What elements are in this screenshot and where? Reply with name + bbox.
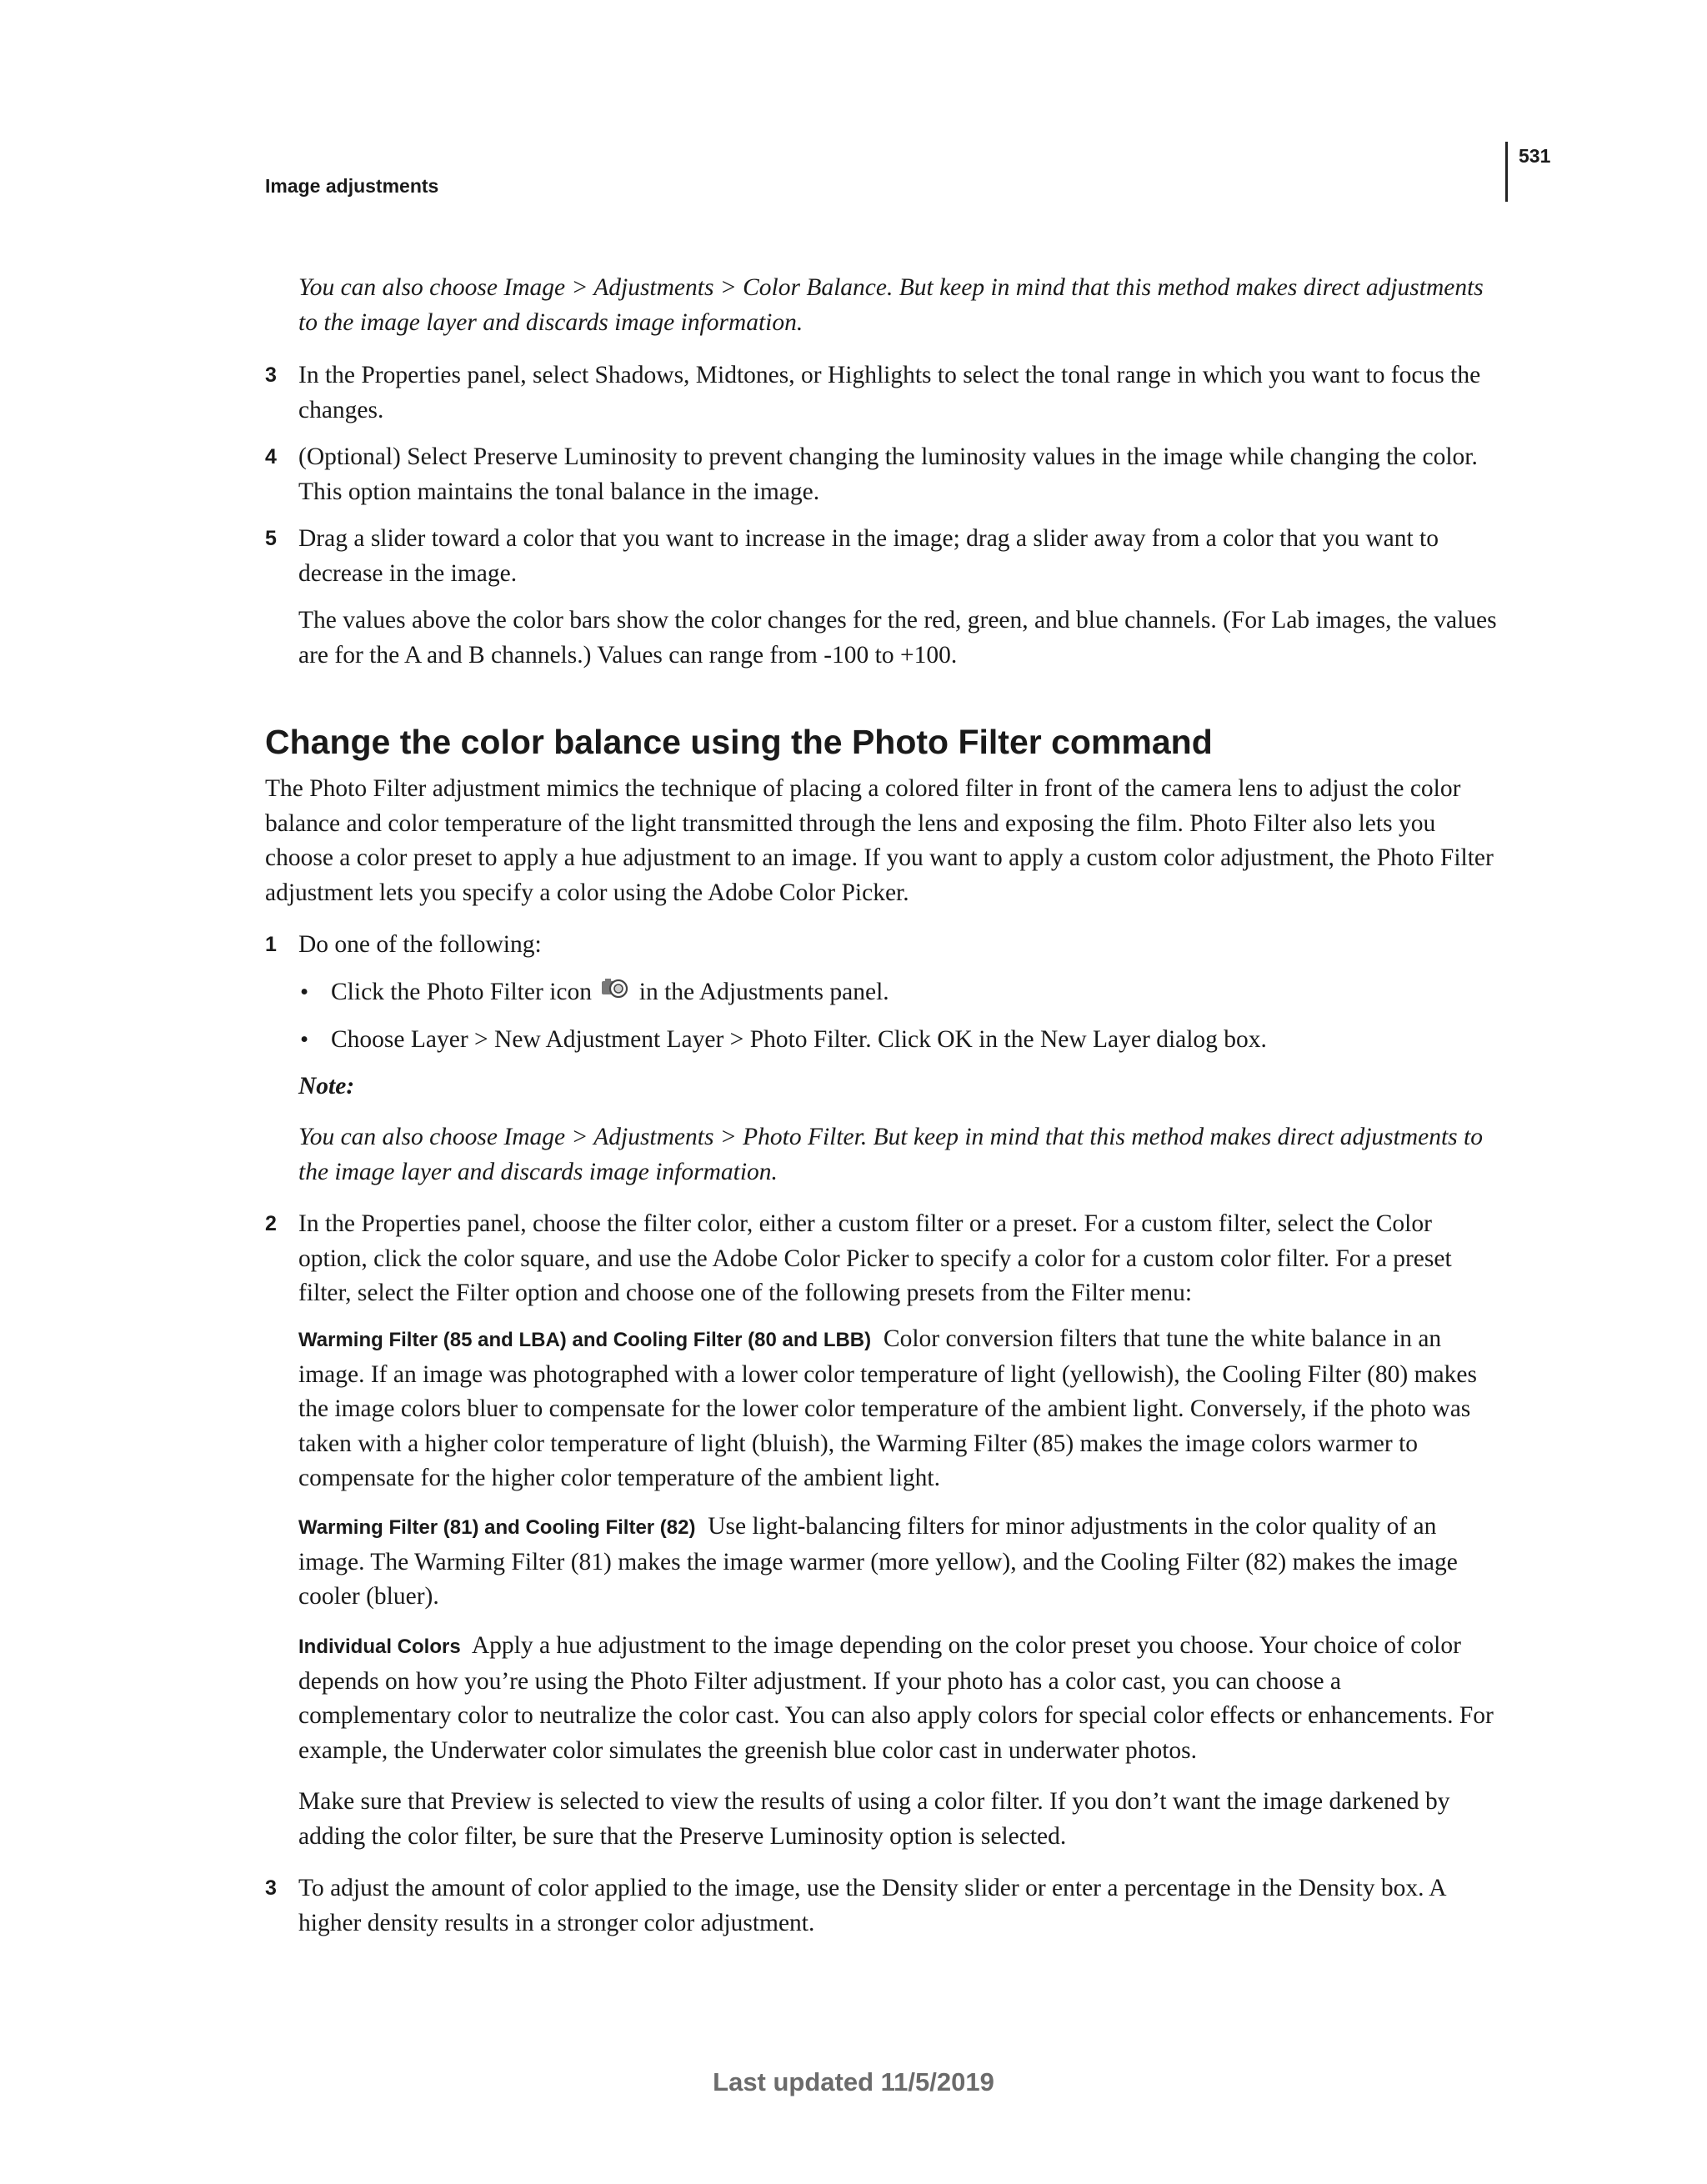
bullet-2: Choose Layer > New Adjustment Layer > Photo Filter. Click OK in the New Layer dialog box. <box>331 1026 1267 1053</box>
running-head: Image adjustments <box>265 175 439 197</box>
definition-3-term: Individual Colors <box>298 1635 461 1658</box>
definition-1-term: Warming Filter (85 and LBA) and Cooling Filter (80 and LBB) <box>298 1329 872 1351</box>
bullet-marker: • <box>300 979 309 1005</box>
photo-filter-icon <box>601 976 629 1001</box>
step-2-text: In the Properties panel, choose the filter color, either a custom filter or a preset. For a custom filter, select the Color option, click the color square, and use the Adobe Color Picker to specify a color for a custom color filter. For a preset filter, select the Filter option and choose one of the following presets from the Filter menu: <box>298 1210 1452 1306</box>
definition-2-term: Warming Filter (81) and Cooling Filter (82) <box>298 1516 696 1539</box>
definition-2 <box>298 1510 1499 1615</box>
step-5-text: Drag a slider toward a color that you want to increase in the image; drag a slider away from a color that you want to decrease in the image. <box>298 525 1439 587</box>
bullet-1-text-after: in the Adjustments panel. <box>638 979 889 1005</box>
step-5-detail: The values above the color bars show the color changes for the red, green, and blue channels. (For Lab images, the values are for the A and B channels.) Values can range from -100 to +100. <box>298 607 1497 669</box>
step-3a-number: 3 <box>265 363 277 387</box>
page-number-rule <box>1505 142 1508 202</box>
step-2-number: 2 <box>265 1212 277 1235</box>
step-4-text: (Optional) Select Preserve Luminosity to prevent changing the luminosity values in the image while changing the color. This option maintains the tonal balance in the image. <box>298 443 1478 505</box>
last-updated-footer: Last updated 11/5/2019 <box>713 2067 994 2096</box>
definition-3 <box>298 1629 1499 1768</box>
section-intro: The Photo Filter adjustment mimics the technique of placing a colored filter in front of the camera lens to adjust the color balance and color temperature of the light transmitted through the lens and exposing the film. Photo Filter also lets you choose a color preset to apply a hue adjustment to an image. If you want to apply a custom color adjustment, the Photo Filter adjustment lets you specify a color using the Adobe Color Picker. <box>265 775 1494 906</box>
preview-note: Make sure that Preview is selected to view the results of using a color filter. If you don’t want the image darkened by adding the color filter, be sure that the Preserve Luminosity option is selected. <box>298 1788 1450 1850</box>
page-number: 531 <box>1519 145 1551 167</box>
definition-1-desc: Color conversion filters that tune the white balance in an image. If an image was photographed with a lower color temperature of light (yellowish), the Cooling Filter (80) makes the image colors bluer to compensate for the lower color temperature of the ambient light. Conversely, if the photo was taken with a higher color temperature of light (bluish), the Warming Filter (85) makes the image colors warmer to compensate for the higher color temperature of the ambient light. <box>298 1325 1477 1491</box>
definition-3-desc: Apply a hue adjustment to the image depending on the color preset you choose. Your choice of color depends on how you’re using the Photo Filter adjustment. If your photo has a color cast, you can choose a complementary color to neutralize the color cast. You can also apply colors for special color effects or enhancements. For example, the Underwater color simulates the greenish blue color cast in underwater photos. <box>298 1632 1494 1764</box>
step-1-number: 1 <box>265 933 277 956</box>
note-label: Note: <box>298 1073 355 1100</box>
step-3b-number: 3 <box>265 1876 277 1900</box>
definition-1 <box>298 1322 1499 1496</box>
step-5-number: 5 <box>265 527 277 550</box>
step-3b-text: To adjust the amount of color applied to the image, use the Density slider or enter a percentage in the Density box. A higher density results in a stronger color adjustment. <box>298 1875 1445 1936</box>
section-heading: Change the color balance using the Photo Filter command <box>265 723 1213 761</box>
note-text: You can also choose Image > Adjustments > Photo Filter. But keep in mind that this method makes direct adjustments to the image layer and discards image information. <box>298 1124 1483 1185</box>
bullet-1-text-before: Click the Photo Filter icon <box>331 979 593 1005</box>
step-1-text: Do one of the following: <box>298 931 542 958</box>
definition-2-desc: Use light-balancing filters for minor adjustments in the color quality of an image. The Warming Filter (81) makes the image warmer (more yellow), and the Cooling Filter (82) makes the image cooler (bluer). <box>298 1513 1458 1610</box>
step-4-number: 4 <box>265 445 277 468</box>
bullet-1 <box>331 975 1498 1010</box>
step-3a-text: In the Properties panel, select Shadows, Midtones, or Highlights to select the tonal range in which you want to focus the changes. <box>298 362 1481 423</box>
intro-note: You can also choose Image > Adjustments > Color Balance. But keep in mind that this method makes direct adjustments to the image layer and discards image information. <box>298 274 1484 336</box>
bullet-marker: • <box>300 1026 309 1053</box>
